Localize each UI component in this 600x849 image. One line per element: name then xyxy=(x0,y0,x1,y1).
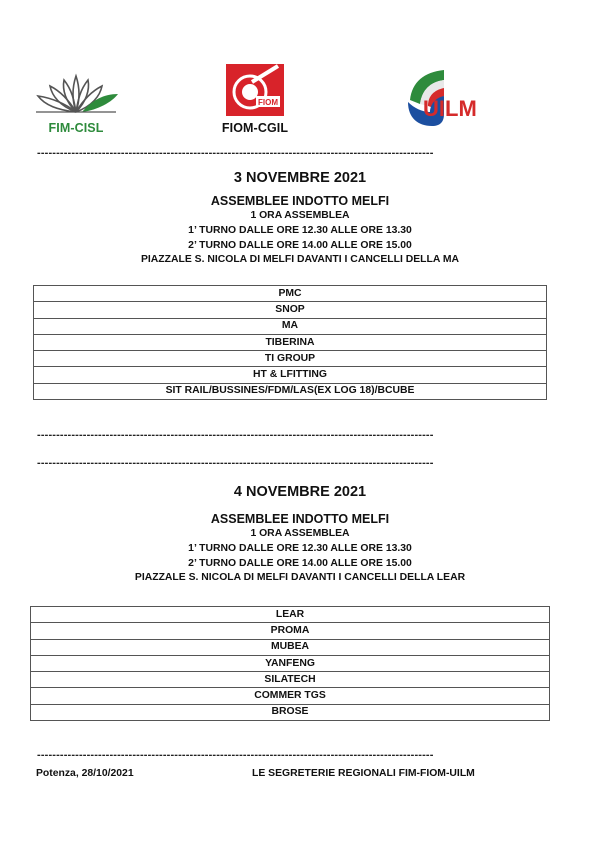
turn-1-text: 1’ TURNO DALLE ORE 12.30 ALLE ORE 13.30 xyxy=(188,542,412,554)
table-row xyxy=(31,623,550,639)
section-date: 4 NOVEMBRE 2021 xyxy=(233,484,367,500)
uilm-wordmark: UILM xyxy=(423,96,477,121)
table-row xyxy=(31,688,550,704)
fiom-emblem-text: FIOM xyxy=(258,98,278,107)
signature: LE SEGRETERIE REGIONALI FIM-FIOM-UILM xyxy=(252,768,475,779)
table-row xyxy=(31,639,550,655)
table-row xyxy=(34,367,547,383)
fiom-cgil-label: FIOM-CGIL xyxy=(221,121,289,135)
section-heading: ASSEMBLEE INDOTTO MELFI xyxy=(210,194,390,208)
company-cell: MUBEA xyxy=(31,639,550,655)
place-text: PIAZZALE S. NICOLA DI MELFI DAVANTI I CANCELLI DELLA LEAR xyxy=(134,572,466,584)
table-row xyxy=(34,334,547,350)
company-cell: HT & LFITTING xyxy=(34,367,547,383)
section-details xyxy=(0,511,600,586)
table-row xyxy=(34,302,547,318)
separator-line: -------------------------------------------------------------------------------------------------------- xyxy=(37,147,434,159)
company-cell: TIBERINA xyxy=(34,334,547,350)
section-date: 3 NOVEMBRE 2021 xyxy=(233,170,367,186)
place-text: PIAZZALE S. NICOLA DI MELFI DAVANTI I CANCELLI DELLA MA xyxy=(140,254,460,266)
table-row xyxy=(31,672,550,688)
place-date: Potenza, 28/10/2021 xyxy=(36,768,134,779)
uilm-logo xyxy=(400,66,492,133)
separator-line: -------------------------------------------------------------------------------------------------------- xyxy=(37,429,434,441)
fiom-emblem-icon xyxy=(222,62,288,118)
section-details xyxy=(0,193,600,268)
table-row xyxy=(31,655,550,671)
table-row xyxy=(31,607,550,623)
table-row xyxy=(31,704,550,720)
table-row xyxy=(34,286,547,302)
company-cell: LEAR xyxy=(31,607,550,623)
table-row xyxy=(34,318,547,334)
company-cell: SILATECH xyxy=(31,672,550,688)
fim-cisl-label: FIM-CISL xyxy=(48,121,104,135)
turn-1-text: 1’ TURNO DALLE ORE 12.30 ALLE ORE 13.30 xyxy=(188,224,412,236)
company-cell: PMC xyxy=(34,286,547,302)
duration-text: 1 ORA ASSEMBLEA xyxy=(250,210,350,221)
company-cell: SNOP xyxy=(34,302,547,318)
section-heading: ASSEMBLEE INDOTTO MELFI xyxy=(210,512,390,526)
companies-table xyxy=(33,285,547,400)
companies-table xyxy=(30,606,550,721)
separator-line: -------------------------------------------------------------------------------------------------------- xyxy=(37,749,434,761)
fim-cisl-flower-icon xyxy=(32,72,120,116)
uilm-flag-icon xyxy=(400,66,492,128)
table-row xyxy=(34,351,547,367)
turn-2-text: 2’ TURNO DALLE ORE 14.00 ALLE ORE 15.00 xyxy=(188,239,412,251)
separator-line: -------------------------------------------------------------------------------------------------------- xyxy=(37,457,434,469)
company-cell: PROMA xyxy=(31,623,550,639)
fiom-cgil-logo xyxy=(216,62,294,135)
fim-cisl-logo xyxy=(32,72,120,135)
company-cell: SIT RAIL/BUSSINES/FDM/LAS(EX LOG 18)/BCUBE xyxy=(34,383,547,399)
company-cell: COMMER TGS xyxy=(31,688,550,704)
company-cell: MA xyxy=(34,318,547,334)
company-cell: BROSE xyxy=(31,704,550,720)
logo-row xyxy=(0,58,600,134)
duration-text: 1 ORA ASSEMBLEA xyxy=(250,528,350,539)
turn-2-text: 2’ TURNO DALLE ORE 14.00 ALLE ORE 15.00 xyxy=(188,557,412,569)
company-cell: TI GROUP xyxy=(34,351,547,367)
company-cell: YANFENG xyxy=(31,655,550,671)
table-row xyxy=(34,383,547,399)
